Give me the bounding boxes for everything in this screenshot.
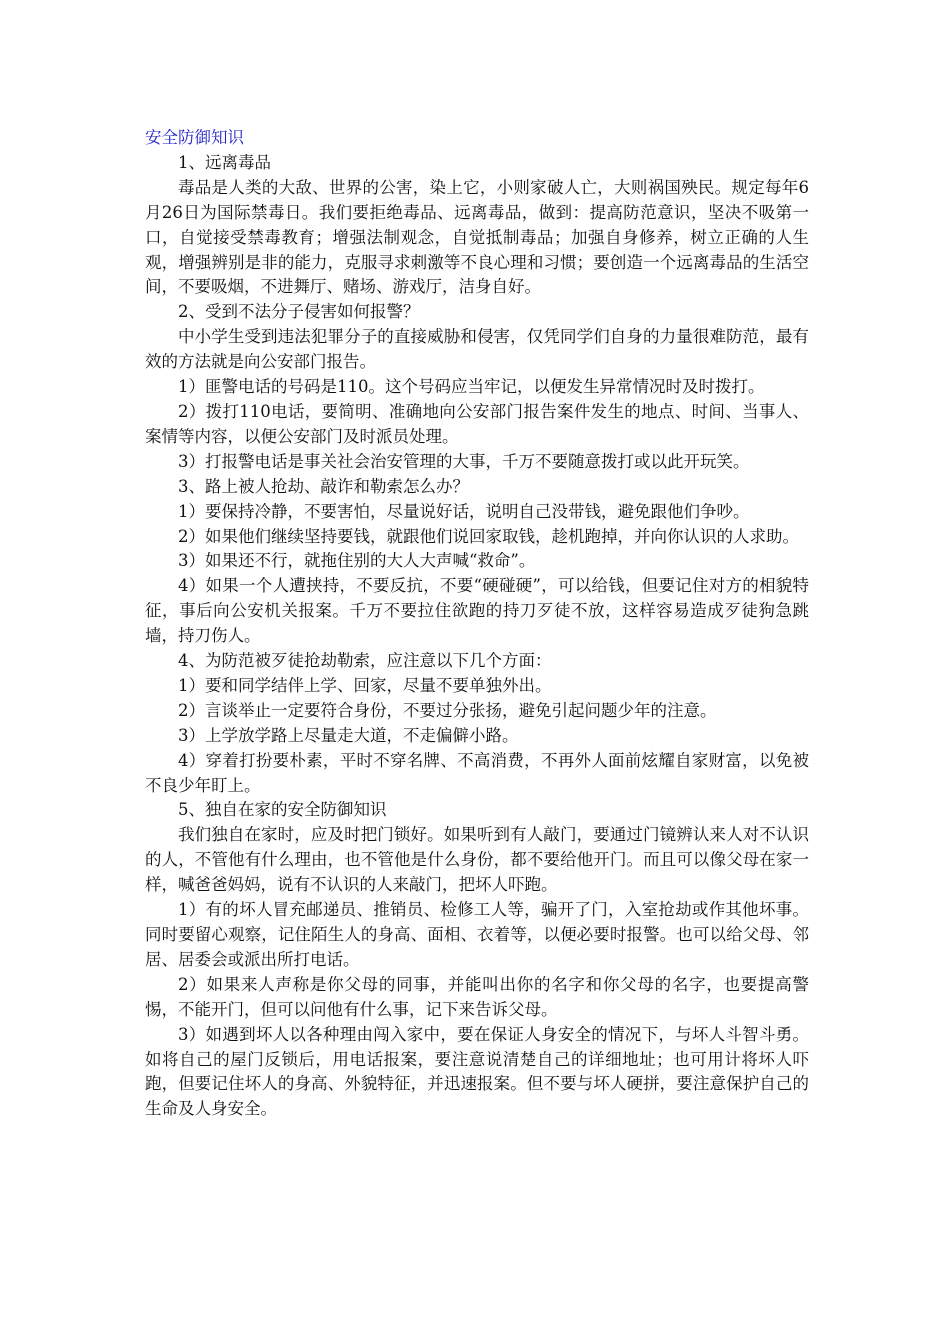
list-item: 2）拨打110电话，要简明、准确地向公安部门报告案件发生的地点、时间、当事人、案情等内容，以便公安部门及时派员处理。 — [145, 401, 809, 446]
section-heading-drugs: 1、远离毒品 — [178, 152, 271, 172]
section-heading-robbery: 3、路上被人抢劫、敲诈和勒索怎么办？ — [178, 476, 469, 496]
list-item: 2）言谈举止一定要符合身份，不要过分张扬，避免引起问题少年的注意。 — [178, 700, 717, 720]
section-heading-home-alone: 5、独自在家的安全防御知识 — [178, 800, 387, 820]
list-item: 1）要保持冷静，不要害怕，尽量说好话，说明自己没带钱，避免跟他们争吵。 — [178, 501, 750, 521]
list-item: 2）如果他们继续坚持要钱，就跟他们说回家取钱，趁机跑掉，并向你认识的人求助。 — [178, 526, 799, 546]
list-item: 1）有的坏人冒充邮递员、推销员、检修工人等，骗开了门，入室抢劫或作其他坏事。同时要留心观察，记住陌生人的身高、面相、衣着等，以便必要时报警。也可以给父母、邻居、居委会或派出所打电话。 — [145, 900, 809, 969]
section-heading-report: 2、受到不法分子侵害如何报警？ — [178, 302, 420, 322]
document-title: 安全防御知识 — [145, 128, 244, 147]
list-item: 1）要和同学结伴上学、回家，尽量不要单独外出。 — [178, 675, 552, 695]
list-item: 3）打报警电话是事关社会治安管理的大事，千万不要随意拨打或以此开玩笑。 — [178, 451, 750, 471]
list-item: 3）上学放学路上尽量走大道，不走偏僻小路。 — [178, 725, 519, 745]
paragraph: 中小学生受到违法犯罪分子的直接威胁和侵害，仅凭同学们自身的力量很难防范，最有效的方法就是向公安部门报告。 — [145, 327, 809, 372]
list-item: 3）如遇到坏人以各种理由闯入家中，要在保证人身安全的情况下，与坏人斗智斗勇。如将自己的屋门反锁后，用电话报案，要注意说清楚自己的详细地址；也可用计将坏人吓跑，但要记住坏人的身高、外貌特征，并迅速报案。但不要与坏人硬拼，要注意保护自己的生命及人身安全。 — [145, 1024, 809, 1119]
document-body — [145, 126, 809, 1122]
paragraph: 我们独自在家时，应及时把门锁好。如果听到有人敲门，要通过门镜辨认来人对不认识的人，不管他有什么理由，也不管他是什么身份，都不要给他开门。而且可以像父母在家一样，喊爸爸妈妈，说有不认识的人来敲门，把坏人吓跑。 — [145, 825, 809, 895]
list-item: 3）如果还不行，就拖住别的大人大声喊“救命”。 — [178, 551, 536, 571]
list-item: 4）如果一个人遭挟持，不要反抗，不要“硬碰硬”，可以给钱，但要记住对方的相貌特征，事后向公安机关报案。千万不要拉住欲跑的持刀歹徒不放，这样容易造成歹徒狗急跳墙，持刀伤人。 — [145, 576, 809, 646]
section-heading-prevention: 4、为防范被歹徒抢劫勒索，应注意以下几个方面： — [178, 651, 552, 671]
list-item: 2）如果来人声称是你父母的同事，并能叫出你的名字和你父母的名字，也要提高警惕，不能开门，但可以问他有什么事，记下来告诉父母。 — [145, 974, 809, 1019]
list-item: 1）匪警电话的号码是110。这个号码应当牢记，以便发生异常情况时及时拨打。 — [178, 377, 765, 397]
paragraph: 毒品是人类的大敌、世界的公害，染上它，小则家破人亡，大则祸国殃民。规定每年6月26日为国际禁毒日。我们要拒绝毒品、远离毒品，做到：提高防范意识，坚决不吸第一口，自觉接受禁毒教育；增强法制观念，自觉抵制毒品；加强自身修养，树立正确的人生观，增强辨别是非的能力，克服寻求刺激等不良心理和习惯；要创造一个远离毒品的生活空间，不要吸烟，不进舞厅、赌场、游戏厅，洁身自好。 — [145, 177, 809, 297]
list-item: 4）穿着打扮要朴素，平时不穿名牌、不高消费，不再外人面前炫耀自家财富，以免被不良少年盯上。 — [145, 750, 809, 795]
